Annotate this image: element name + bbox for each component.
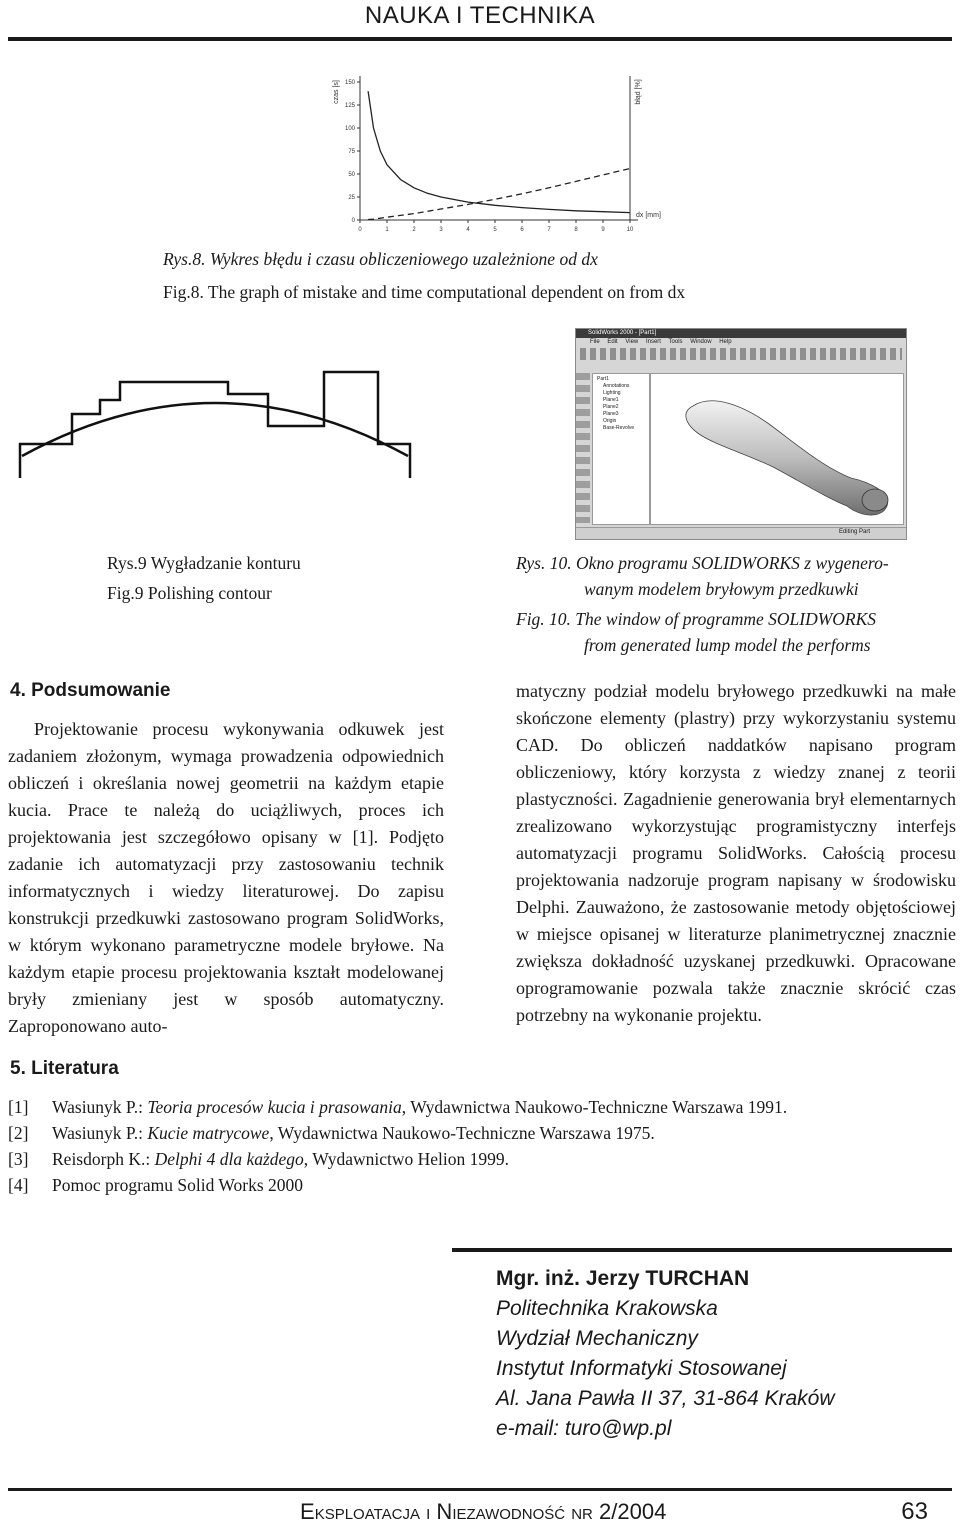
reference-author: Pomoc programu Solid Works 2000 — [52, 1175, 304, 1195]
y-tick-label: 150 — [344, 80, 355, 86]
reference-rest: , Wydawnictwo Helion 1999. — [303, 1149, 509, 1169]
reference-author: Reisdorph K.: — [52, 1149, 155, 1169]
tree-item-annotations: Annotations — [603, 383, 630, 389]
reference-number: [2] — [8, 1123, 29, 1143]
author-address: Al. Jana Pawła II 37, 31-864 Kraków — [496, 1387, 835, 1410]
error-time-chart — [318, 72, 661, 242]
x-tick-label: 8 — [574, 227, 578, 233]
reference-number: [1] — [8, 1097, 29, 1117]
side-toolbar — [576, 373, 590, 523]
menu-edit: Edit — [607, 339, 618, 345]
author-faculty: Wydział Mechaniczny — [496, 1327, 698, 1350]
y-tick-label: 75 — [348, 149, 355, 155]
section-4-paragraph-left: Projektowanie procesu wykonywania odkuwek jest zadaniem złożonym, wymaga prowadzenia odpowiednich obliczeń i określania nowej geometrii na każdym etapie kucia. Prace te należą do uciążliwych, proces ich projektowania jest szczegółowo opisany w [1]. Podjęto zadanie ich automatyzacji przy zastosowaniu technik informatycznych i wiedzy literaturowej. Do zapisu konstrukcji przedkuwki zastosowano program SolidWorks, w którym wykonano parametryczne modele bryłowe. Na każdym etapie procesu projektowania kształt modelowanej bryły zmieniany jest w sposób automatyczny. Zaproponowano auto- — [8, 719, 444, 1036]
model-end-cap — [862, 489, 888, 511]
x-tick-label: 2 — [412, 227, 416, 233]
status-bar — [576, 527, 906, 539]
author-name: Mgr. inż. Jerzy TURCHAN — [496, 1267, 750, 1290]
figure-9-caption-en: Fig.9 Polishing contour — [107, 583, 272, 603]
x-tick-label: 0 — [358, 227, 362, 233]
figure-10-caption-en-1: Fig. 10. The window of programme SOLIDWORKS — [516, 609, 877, 629]
feature-tree-panel — [592, 373, 650, 525]
reference-author: Wasiunyk P.: — [52, 1097, 148, 1117]
y-axis-label: czas [s] — [333, 80, 340, 104]
y-tick-label: 100 — [344, 126, 355, 132]
figure-9-contour — [10, 370, 420, 480]
menu-window: Window — [690, 339, 712, 345]
section-4-heading: 4. Podsumowanie — [10, 680, 171, 701]
x-tick-label: 3 — [439, 227, 443, 233]
section-4-left-column — [8, 716, 444, 1040]
toolbar-row — [580, 348, 902, 360]
tree-item-origin: Origin — [603, 418, 617, 424]
reference-title: Kucie matrycowe — [147, 1123, 270, 1143]
figure-8-caption-pl: Rys.8. Wykres błędu i czasu obliczeniowego uzależnione od dx — [163, 249, 598, 269]
figure-10-caption-en-2: from generated lump model the performs — [584, 635, 871, 655]
x-tick-label: 1 — [385, 227, 389, 233]
y2-axis-label: błąd [%] — [635, 79, 642, 105]
tree-item-plane3: Plane3 — [603, 411, 619, 417]
status-text: Editing Part — [838, 529, 870, 535]
figure-8-chart — [318, 72, 661, 242]
reference-item — [8, 1120, 952, 1146]
author-university: Politechnika Krakowska — [496, 1297, 718, 1320]
figure-8-caption-en: Fig.8. The graph of mistake and time computational dependent on from dx — [163, 282, 686, 302]
reference-item — [8, 1094, 952, 1120]
author-rule — [452, 1248, 952, 1252]
header-rule — [8, 37, 952, 41]
tree-item-plane2: Plane2 — [603, 404, 619, 410]
reference-author: Wasiunyk P.: — [52, 1123, 148, 1143]
menu-bar — [576, 338, 906, 347]
model-body — [686, 401, 888, 515]
author-institute: Instytut Informatyki Stosowanej — [496, 1357, 787, 1380]
arc-contour — [22, 403, 408, 456]
reference-rest: , Wydawnictwa Naukowo-Techniczne Warszawa 1975. — [269, 1123, 655, 1143]
series-line-0 — [368, 91, 630, 212]
x-tick-label: 7 — [547, 227, 551, 233]
reference-number: [4] — [8, 1175, 29, 1195]
polishing-contour-drawing — [10, 370, 420, 480]
journal-header-title: NAUKA I TECHNIKA — [364, 2, 596, 29]
y-tick-label: 0 — [351, 218, 355, 224]
tree-item-lighting: Lighting — [603, 390, 621, 396]
reference-title: Teoria procesów kucia i prasowania — [147, 1097, 402, 1117]
y-tick-label: 125 — [344, 103, 355, 109]
window-title: SolidWorks 2000 - [Part1] — [588, 330, 657, 336]
window-titlebar — [576, 329, 906, 338]
menu-insert: Insert — [645, 339, 661, 345]
menu-file: File — [590, 339, 600, 345]
section-4-paragraph-right: matyczny podział modelu bryłowego przedkuwki na małe skończone elementy (plastry) przy wykorzystaniu systemu CAD. Do obliczeń naddatków napisano program obliczeniowy, który korzysta z wiedzy znanej z teorii plastyczności. Zagadnienie generowania brył elementarnych zrealizowano wykorzystując programistyczny interfejs automatyzacji programu SolidWorks. Całością procesu projektowania nadzoruje program napisany w środowisku Delphi. Zauważono, że zastosowanie metody objętościowej w miejsce opisanej w literaturze planimetrycznej znacznie zwiększa dokładność uzyskanej przedkuwki. Opracowane oprogramowanie pozwala także znacznie skrócić czas potrzebny na wykonanie projektu. — [516, 681, 956, 1025]
reference-item — [8, 1172, 952, 1198]
x-tick-label: 4 — [466, 227, 470, 233]
reference-rest: , Wydawnictwa Naukowo-Techniczne Warszawa 1991. — [401, 1097, 788, 1117]
menu-help: Help — [719, 339, 732, 345]
x-tick-label: 5 — [493, 227, 497, 233]
reference-number: [3] — [8, 1149, 29, 1169]
author-email: e-mail: turo@wp.pl — [496, 1417, 672, 1440]
tree-item-base-revolve: Base-Revolve — [603, 425, 635, 431]
solidworks-window — [575, 328, 907, 540]
x-tick-label: 10 — [626, 227, 634, 233]
y-tick-label: 50 — [348, 172, 355, 178]
step-contour — [20, 372, 410, 478]
figure-10-caption-pl-1: Rys. 10. Okno programu SOLIDWORKS z wygenero- — [516, 553, 889, 573]
menu-tools: Tools — [668, 339, 683, 345]
references-list — [8, 1094, 952, 1198]
menu-view: View — [625, 339, 639, 345]
graphics-area — [650, 373, 904, 525]
section-5-heading: 5. Literatura — [10, 1058, 119, 1079]
tree-item-plane1: Plane1 — [603, 397, 619, 403]
author-block — [496, 1264, 835, 1444]
tree-item-part1: Part1 — [597, 376, 609, 382]
preform-3d-model — [651, 374, 903, 524]
footer-journal-title: EKSPLOATACJA I NIEZAWODNOŚĆ NR 2/2004 — [300, 1499, 667, 1524]
figure-9-caption-pl: Rys.9 Wygładzanie konturu — [107, 553, 301, 573]
x-axis-label: dx [mm] — [636, 212, 661, 219]
x-tick-label: 9 — [601, 227, 605, 233]
figure-10-caption-pl-2: wanym modelem bryłowym przedkuwki — [584, 579, 859, 599]
section-4-right-column — [516, 678, 956, 1029]
reference-item — [8, 1146, 952, 1172]
page-number: 63 — [901, 1498, 928, 1525]
y-tick-label: 25 — [348, 195, 355, 201]
footer-rule — [8, 1488, 952, 1491]
reference-title: Delphi 4 dla każdego — [154, 1149, 304, 1169]
x-tick-label: 6 — [520, 227, 524, 233]
